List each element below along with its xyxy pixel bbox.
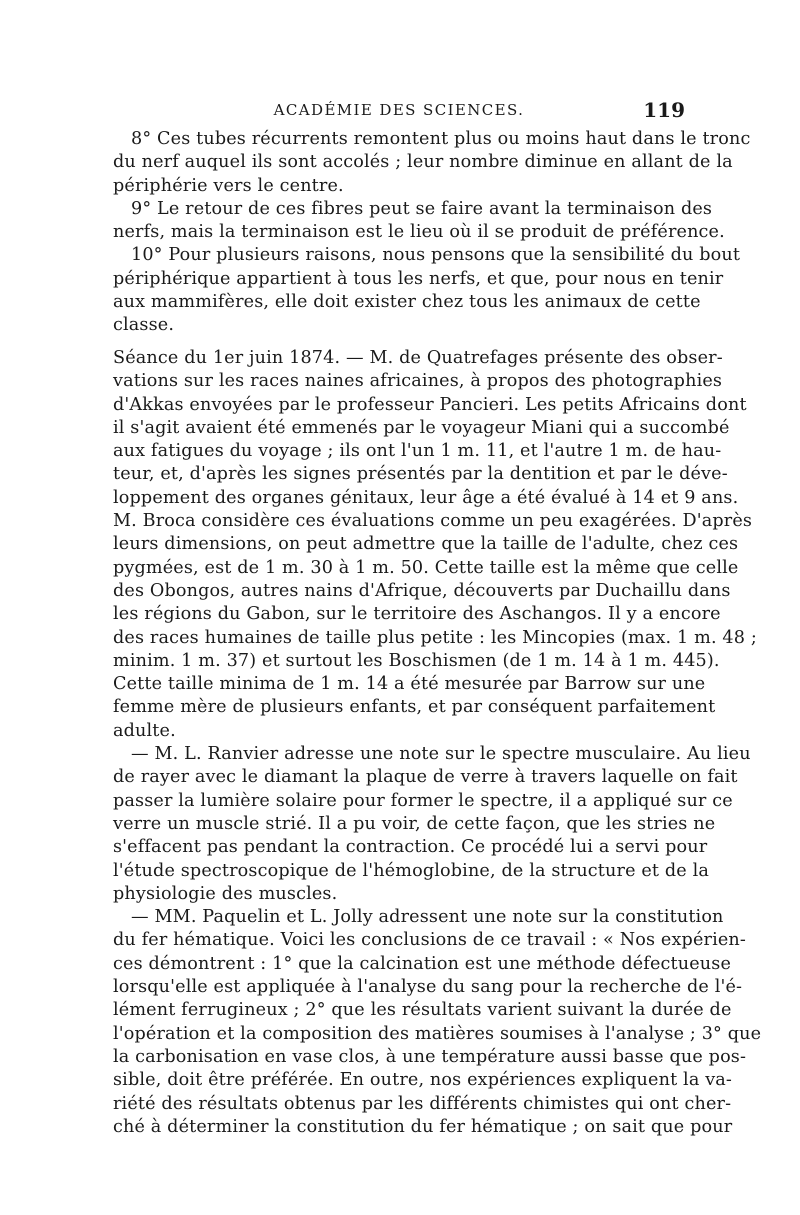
- text-line: des Obongos, autres nains d'Afrique, découverts par Duchaillu dans: [113, 580, 731, 601]
- text-line: vations sur les races naines africaines, à propos des photographies: [113, 371, 723, 392]
- running-head: ACADÉMIE DES SCIENCES.: [273, 101, 525, 119]
- text-line: du nerf auquel ils sont accolés ; leur nombre diminue en allant de la: [113, 152, 733, 173]
- text-line: s'effacent pas pendant la contraction. Ce procédé lui a servi pour: [113, 837, 708, 858]
- text-line: l'opération et la composition des matières soumises à l'analyse ; 3° que: [113, 1023, 762, 1044]
- text-line: des races humaines de taille plus petite : les Mincopies (max. 1 m. 48 ;: [113, 627, 757, 648]
- text-line: riété des résultats obtenus par les différents chimistes qui ont cher-: [113, 1093, 732, 1114]
- text-line: du fer hématique. Voici les conclusions de ce travail : « Nos expérien-: [113, 930, 746, 951]
- text-line: nerfs, mais la terminaison est le lieu où il se produit de préférence.: [113, 222, 725, 243]
- text-line: M. Broca considère ces évaluations comme un peu exagérées. D'après: [113, 511, 753, 532]
- text-line: Séance du 1er juin 1874. — M. de Quatrefages présente des obser-: [113, 348, 723, 368]
- text-line: 10° Pour plusieurs raisons, nous pensons que la sensibilité du bout: [131, 245, 741, 266]
- seance-report: [113, 347, 762, 1139]
- text-line: femme mère de plusieurs enfants, et par conséquent parfaitement: [113, 697, 716, 718]
- text-line: — M. L. Ranvier adresse une note sur le spectre musculaire. Au lieu: [131, 744, 751, 765]
- text-line: loppement des organes génitaux, leur âge a été évalué à 14 et 9 ans.: [113, 487, 739, 508]
- page-number: 119: [643, 98, 685, 122]
- text-line: pygmées, est de 1 m. 30 à 1 m. 50. Cette taille est la même que celle: [113, 557, 739, 578]
- text-line: adulte.: [113, 720, 176, 741]
- text-line: périphérie vers le centre.: [113, 175, 344, 196]
- text-line: — MM. Paquelin et L. Jolly adressent une note sur la constitution: [131, 907, 724, 928]
- text-line: aux mammifères, elle doit exister chez tous les animaux de cette: [113, 292, 701, 313]
- text-line: Cette taille minima de 1 m. 14 a été mesurée par Barrow sur une: [113, 674, 706, 695]
- text-line: sible, doit être préférée. En outre, nos expériences expliquent la va-: [113, 1070, 733, 1091]
- text-line: passer la lumière solaire pour former le spectre, il a appliqué sur ce: [113, 790, 733, 811]
- paragraphs-nerve-conclusions: [113, 128, 751, 338]
- page-header: [113, 98, 685, 124]
- text-line: physiologie des muscles.: [113, 883, 338, 904]
- text-line: la carbonisation en vase clos, à une température aussi basse que pos-: [113, 1046, 747, 1067]
- text-line: périphérique appartient à tous les nerfs, et que, pour nous en tenir: [113, 268, 724, 289]
- text-line: lément ferrugineux ; 2° que les résultats varient suivant la durée de: [113, 1000, 732, 1021]
- text-line: verre un muscle strié. Il a pu voir, de cette façon, que les stries ne: [113, 813, 716, 834]
- text-line: classe.: [113, 315, 175, 336]
- text-line: teur, et, d'après les signes présentés par la dentition et par le déve-: [113, 464, 728, 485]
- text-line: leurs dimensions, on peut admettre que la taille de l'adulte, chez ces: [113, 534, 739, 555]
- text-line: il s'agit avaient été emmenés par le voyageur Miani qui a succombé: [113, 417, 730, 438]
- text-line: 9° Le retour de ces fibres peut se faire avant la terminaison des: [131, 198, 713, 219]
- text-line: aux fatigues du voyage ; ils ont l'un 1 m. 11, et l'autre 1 m. de hau-: [113, 441, 722, 462]
- text-line: de rayer avec le diamant la plaque de verre à travers laquelle on fait: [113, 767, 738, 788]
- text-line: d'Akkas envoyées par le professeur Pancieri. Les petits Africains dont: [113, 394, 747, 415]
- text-line: ché à déterminer la constitution du fer hématique ; on sait que pour: [113, 1116, 733, 1137]
- text-line: les régions du Gabon, sur le territoire des Aschangos. Il y a encore: [113, 604, 721, 625]
- text-line: minim. 1 m. 37) et surtout les Boschismen (de 1 m. 14 à 1 m. 445).: [113, 650, 720, 671]
- text-line: lorsqu'elle est appliquée à l'analyse du sang pour la recherche de l'é-: [113, 977, 743, 998]
- text-line: ces démontrent : 1° que la calcination est une méthode défectueuse: [113, 953, 732, 974]
- text-line: 8° Ces tubes récurrents remontent plus ou moins haut dans le tronc: [131, 129, 751, 149]
- text-line: l'étude spectroscopique de l'hémoglobine, de la structure et de la: [113, 860, 710, 881]
